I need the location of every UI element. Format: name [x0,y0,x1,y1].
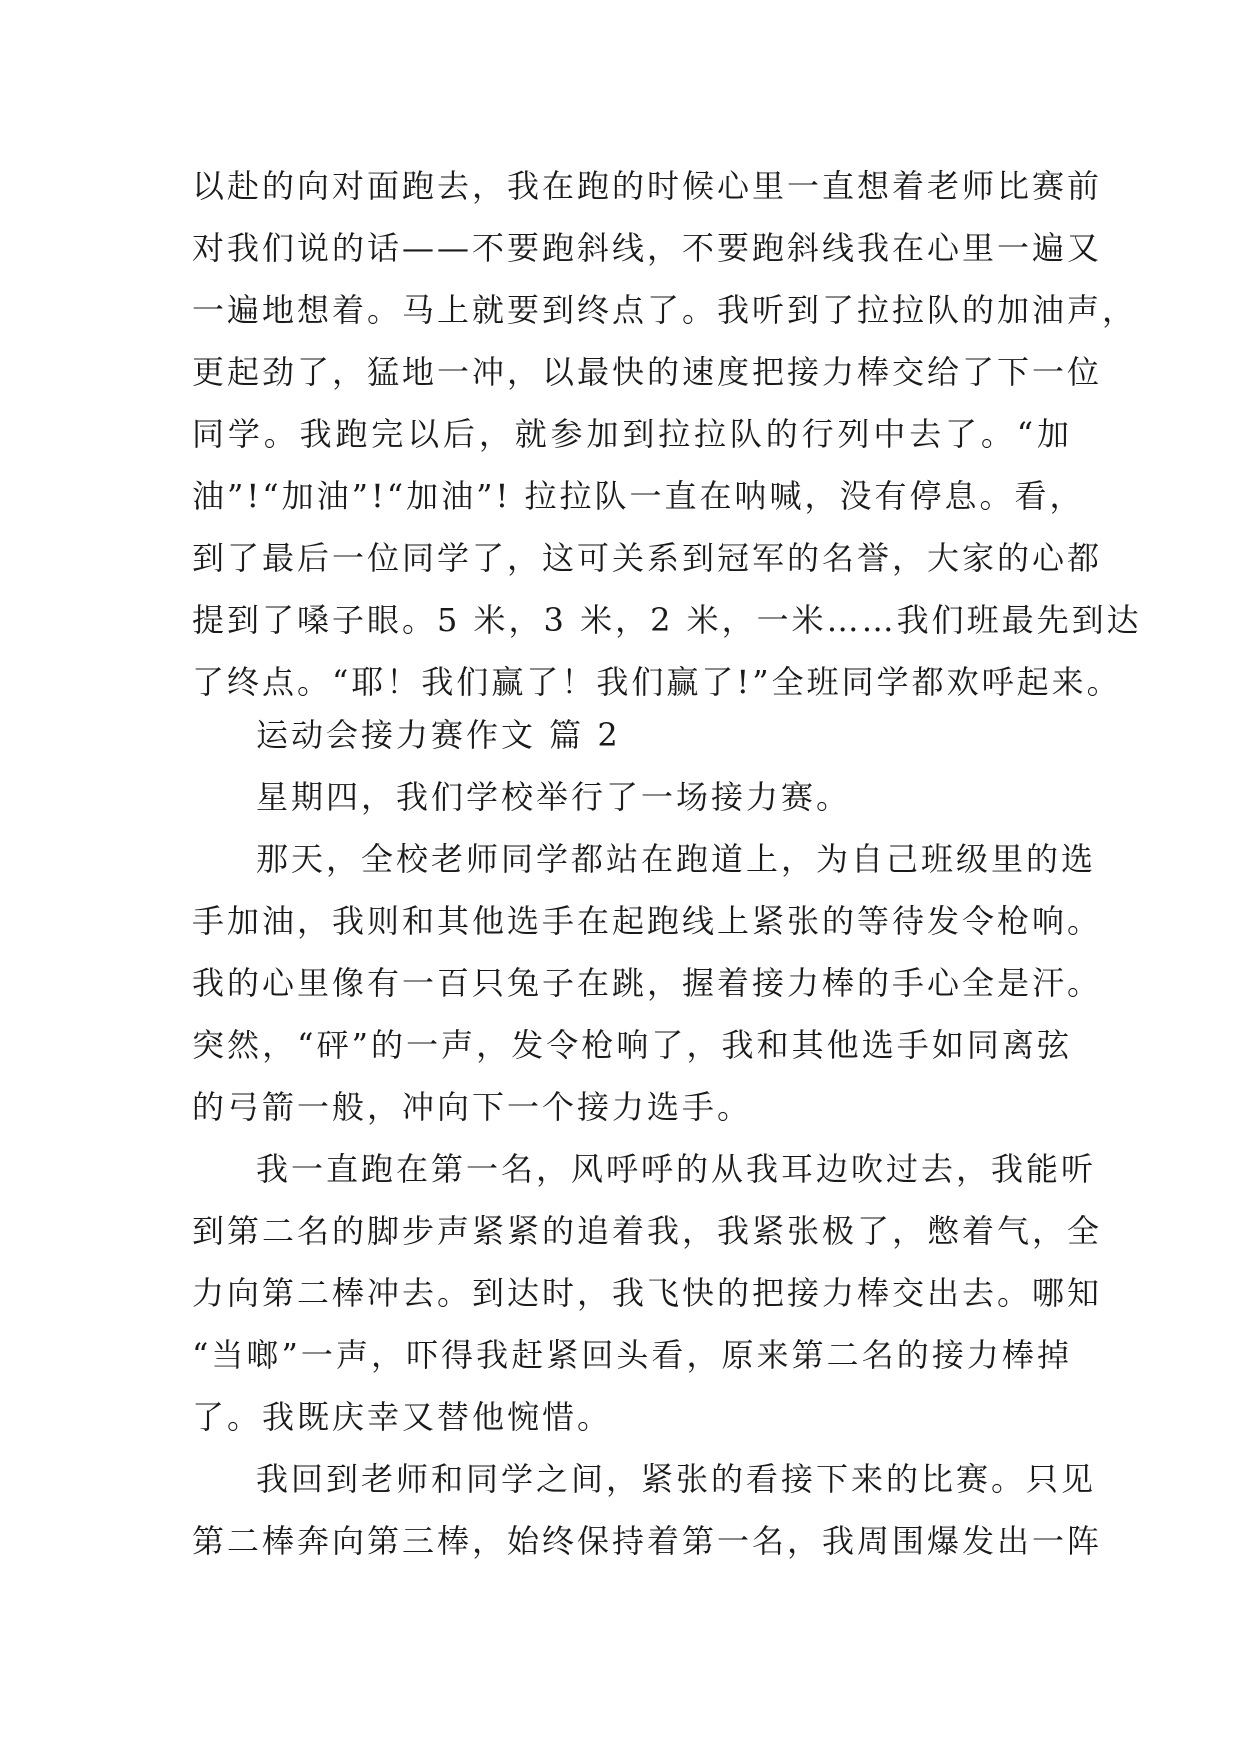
text-line: 同学。我跑完以后，就参加到拉拉队的行列中去了。“加 [192,415,1072,453]
text-line: 我的心里像有一百只兔子在跳，握着接力棒的手心全是汗。 [192,964,1103,1002]
section-heading [192,704,1072,766]
text-line: “当啷”一声，吓得我赶紧回头看，原来第二名的接力棒掉 [192,1336,1072,1374]
text-line: 了终点。“耶！我们赢了！我们赢了!”全班同学都欢呼起来。 [192,663,1122,701]
text-line: 到了最后一位同学了，这可关系到冠军的名誉，大家的心都 [192,539,1103,577]
text-line: 那天，全校老师同学都站在跑道上，为自己班级里的选 [256,840,1097,878]
paragraph [192,828,1103,1138]
text-line: 的弓箭一般，冲向下一个接力选手。 [192,1088,753,1126]
text-line: 以赴的向对面跑去，我在跑的时候心里一直想着老师比赛前 [192,167,1103,205]
section-body [192,766,1103,1572]
text-line: 我回到老师和同学之间，紧张的看接下来的比赛。只见 [256,1460,1097,1498]
text-line: 力向第二棒冲去。到达时，我飞快的把接力棒交出去。哪知 [192,1274,1103,1312]
text-line: 对我们说的话——不要跑斜线，不要跑斜线我在心里一遍又 [192,229,1103,267]
paragraph [192,1448,1103,1572]
text-line: 一遍地想着。马上就要到终点了。我听到了拉拉队的加油声， [192,291,1138,329]
text-line: 到第二名的脚步声紧紧的追着我，我紧张极了，憋着气，全 [192,1212,1103,1250]
intro-paragraph [192,155,1142,713]
text-line: 油”!“加油”!“加油”! 拉拉队一直在呐喊，没有停息。看， [192,477,1085,515]
text-line: 提到了嗓子眼。5 米，3 米，2 米，一米……我们班最先到达 [192,601,1142,639]
text-line: 了。我既庆幸又替他惋惜。 [192,1398,613,1436]
paragraph [192,1138,1103,1448]
text-line: 我一直跑在第一名，风呼呼的从我耳边吹过去，我能听 [256,1150,1097,1188]
text-line: 更起劲了，猛地一冲，以最快的速度把接力棒交给了下一位 [192,353,1103,391]
text-line: 手加油，我则和其他选手在起跑线上紧张的等待发令枪响。 [192,902,1103,940]
text-line: 星期四，我们学校举行了一场接力赛。 [256,778,852,816]
text-line: 突然，“砰”的一声，发令枪响了，我和其他选手如同离弦 [192,1026,1072,1064]
section-title: 运动会接力赛作文 篇 2 [256,716,621,754]
text-line: 第二棒奔向第三棒，始终保持着第一名，我周围爆发出一阵 [192,1522,1103,1560]
paragraph [192,766,1072,828]
